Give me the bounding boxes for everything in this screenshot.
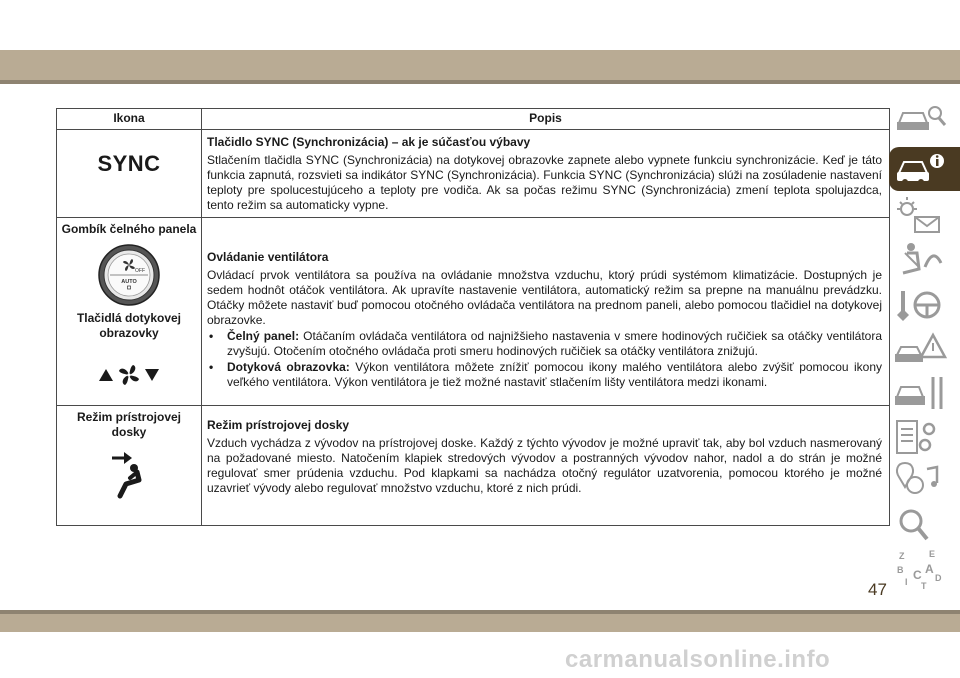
bottom-decor-bar [0, 614, 960, 632]
tab-car-info[interactable] [889, 147, 960, 191]
index-letter: B [897, 565, 904, 575]
header-icon: Ikona [57, 109, 202, 130]
knob-auto-text: AUTO [121, 279, 137, 285]
panel-description-cell [202, 406, 890, 526]
panel-icon-cell [57, 406, 202, 526]
list-item-label: Dotyková obrazovka: [227, 360, 350, 374]
navigation-music-icon [889, 459, 960, 503]
tab-driving[interactable] [889, 283, 960, 327]
header-description: Popis [202, 109, 890, 130]
tab-warning-lights[interactable] [889, 193, 960, 237]
list-item-text: Výkon ventilátora môžete znížiť pomocou ikony malého ventilátora alebo zvýšiť pomocou ikony veľkého ventilátora. Výkon ventilátora je tiež možné nastaviť stlačením lišty ventilátora medzi ikonami. [227, 360, 882, 389]
index-letter: T [921, 581, 927, 591]
panel-heading: Režim prístrojovej dosky [207, 418, 350, 432]
bullet: • [209, 329, 214, 343]
settings-list-icon [889, 415, 960, 459]
list-item-label: Čelný panel: [227, 329, 300, 343]
car-tools-icon [889, 371, 960, 415]
sync-body: Stlačením tlačidla SYNC (Synchronizácia) na dotykovej obrazovke zapnete alebo vypnete funkciu synchronizácie. Keď je táto funkcia zapnutá, rozsvieti sa indikátor SYNC (Synchronizácia). Funkcia SYNC (Synchronizácia) slúži na zosúladenie nastavení teploty pre spolucestujúceho a teploty pre vodiča. Ak sa počas režimu SYNC (Synchronizácia) zmení teplota spolujazdca, tento režim sa automaticky vypne. [207, 153, 882, 212]
knob-off-text: OFF [135, 268, 145, 274]
index-letter: C [913, 568, 922, 582]
sync-heading: Tlačidlo SYNC (Synchronizácia) – ak je súčasťou výbavy [207, 135, 531, 149]
fan-body: Ovládací prvok ventilátora sa používa na ovládanie množstva vzduchu, ktorý prúdi systémom klimatizácie. Dostupných je sedem hodnôt otáčok ventilátora. Ak upravíte nastavenie ventilátora, automatický režim sa prepne na manuálnu prevádzku. Otáčky môžete nastaviť buď pomocou otočného ovládača ventilátora na prednom paneli, alebo pomocou tlačidiel na dotykovej obrazovke. [207, 268, 882, 327]
panel-mode-label: Režim prístrojovej dosky [76, 410, 182, 439]
watermark: carmanualsonline.info [565, 646, 831, 673]
table-header-row [57, 109, 890, 130]
fan-icon-cell [57, 218, 202, 406]
tab-multimedia[interactable] [889, 459, 960, 503]
top-decor-line [0, 80, 960, 84]
key-steering-icon [889, 283, 960, 327]
list-item-text: Otáčaním ovládača ventilátora od najnižšieho nastavenia v smere hodinových ručičiek sa otáčky ventilátora zvyšujú. Otočením otočného ovládača proti smeru hodinových ručičiek sa otáčky ventilátora znižujú. [227, 329, 883, 358]
tab-index[interactable] [889, 547, 960, 591]
panel-body: Vzduch vychádza z vývodov na prístrojovej doske. Každý z týchto vývodov je možné upraviť tak, aby bol vzduch nasmerovaný na požadované miesto. Natočením klapiek stredových vývodov a postranných vývodov nahor, nadol a do strán je možné regulovať smer prúdenia vzduchu. Pod klapkami sa nachádza otočný regulátor uzatvorenia, pomocou ktorého je možné uzavrieť vývody alebo regulovať množstvo vzduchu, ktoré z nich prúdi. [207, 436, 882, 495]
fan-knob-label: Gombík čelného panela [61, 222, 197, 236]
list-item [207, 360, 882, 390]
tab-search[interactable] [889, 503, 960, 547]
tab-service[interactable] [889, 371, 960, 415]
warning-light-envelope-icon [889, 193, 960, 237]
fan-heading: Ovládanie ventilátora [207, 250, 329, 264]
fan-knob-icon [97, 243, 161, 307]
fan-list [207, 329, 882, 390]
table-row [57, 218, 890, 406]
bullet: • [209, 360, 214, 374]
index-letter: D [935, 573, 942, 583]
search-icon [889, 503, 960, 547]
sync-icon-cell [57, 130, 202, 218]
page-number: 47 [868, 580, 887, 599]
tab-safety[interactable] [889, 237, 960, 281]
top-decor-bar [0, 50, 960, 80]
car-info-icon [889, 147, 960, 191]
index-letter: A [925, 562, 934, 576]
alphabet-index-icon [889, 547, 960, 591]
fan-description-cell [202, 218, 890, 406]
seatbelt-airbag-icon [889, 237, 960, 281]
feature-table [56, 108, 890, 526]
tab-specifications[interactable] [889, 415, 960, 459]
fan-touch-buttons-icon [97, 363, 161, 387]
panel-mode-icon [104, 450, 154, 500]
index-letter: I [905, 577, 908, 587]
table-row [57, 406, 890, 526]
car-search-icon [889, 95, 960, 139]
sync-description-cell [202, 130, 890, 218]
sync-button-icon: SYNC [97, 151, 161, 176]
table-row [57, 130, 890, 218]
index-letter: Z [899, 551, 905, 561]
index-letter: E [929, 549, 936, 559]
warning-triangle-car-icon [889, 327, 960, 371]
list-item [207, 329, 882, 359]
top-margin [0, 0, 960, 50]
fan-touch-label: Tlačidlá dotykovej obrazovky [76, 311, 182, 340]
tab-emergency[interactable] [889, 327, 960, 371]
tab-car-search[interactable] [889, 95, 960, 139]
